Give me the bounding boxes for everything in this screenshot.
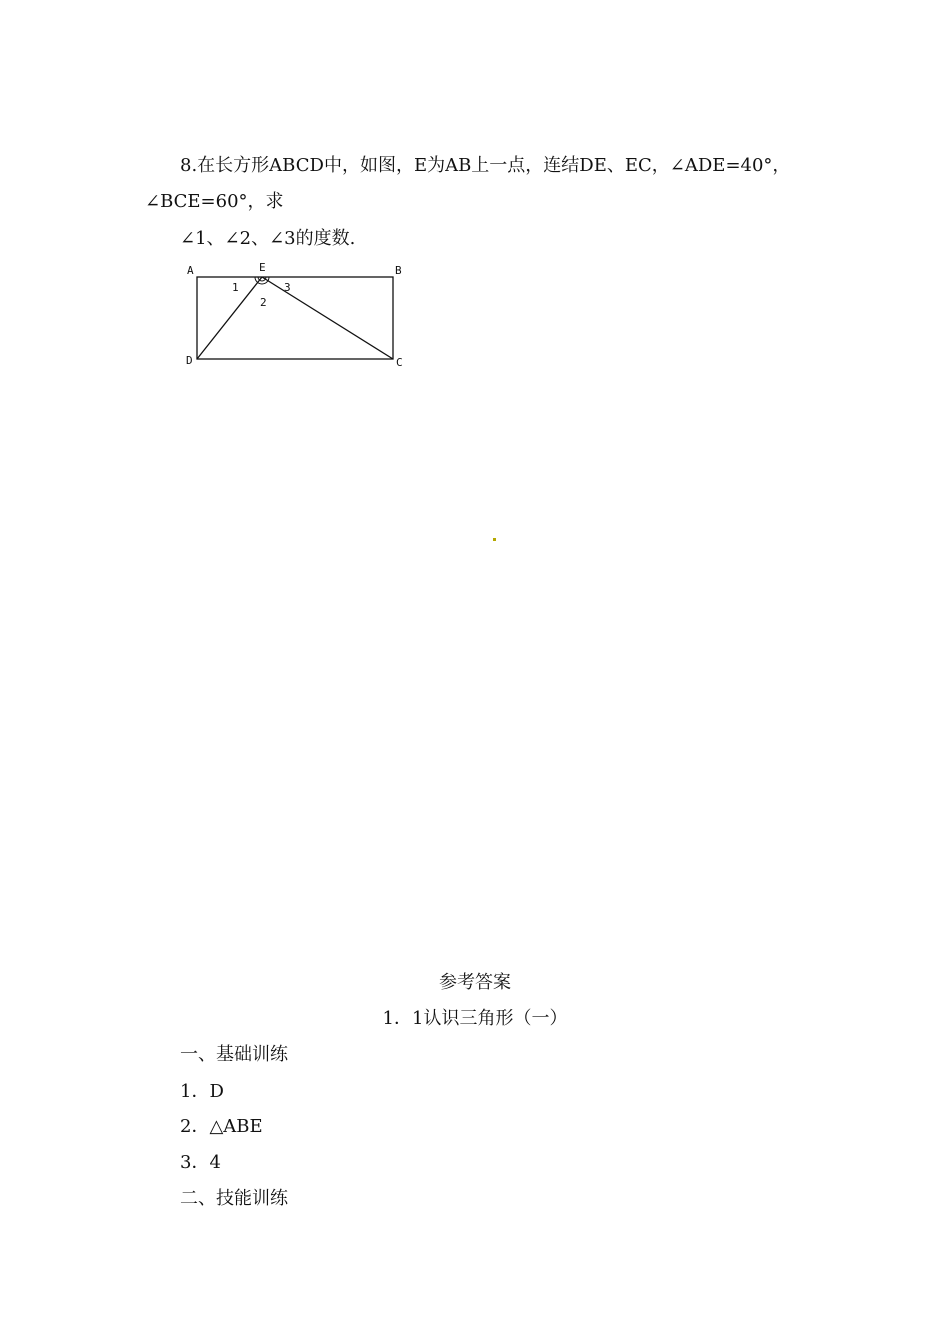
label-d: D	[186, 354, 193, 367]
rectangle-abcd-figure	[180, 258, 412, 374]
rectangle-abcd	[197, 277, 393, 359]
answers-section-title: 1．1认识三角形（一）	[382, 1008, 568, 1029]
segment-ec	[262, 277, 393, 359]
label-a: A	[187, 264, 194, 277]
stray-dot	[493, 538, 496, 541]
label-e: E	[259, 261, 266, 274]
question-8-line-3: ∠1、∠2、∠3的度数.	[180, 228, 356, 249]
segment-de	[197, 277, 262, 359]
part-2-title: 二、技能训练	[180, 1188, 288, 1209]
answer-item-2: 2．△ABE	[180, 1116, 263, 1137]
answer-item-1: 1．D	[180, 1081, 224, 1102]
label-angle-3: 3	[284, 281, 291, 294]
answers-heading: 参考答案	[439, 972, 511, 993]
label-angle-1: 1	[232, 281, 239, 294]
part-1-title: 一、基础训练	[180, 1044, 288, 1065]
question-8-line-1: 8.在长方形ABCD中，如图，E为AB上一点，连结DE、EC，∠ADE=40°，	[180, 155, 791, 176]
label-angle-2: 2	[260, 296, 267, 309]
answer-item-3: 3．4	[180, 1152, 221, 1173]
label-b: B	[395, 264, 402, 277]
label-c: C	[396, 356, 403, 369]
question-8-line-2: ∠BCE=60°，求	[145, 191, 284, 212]
